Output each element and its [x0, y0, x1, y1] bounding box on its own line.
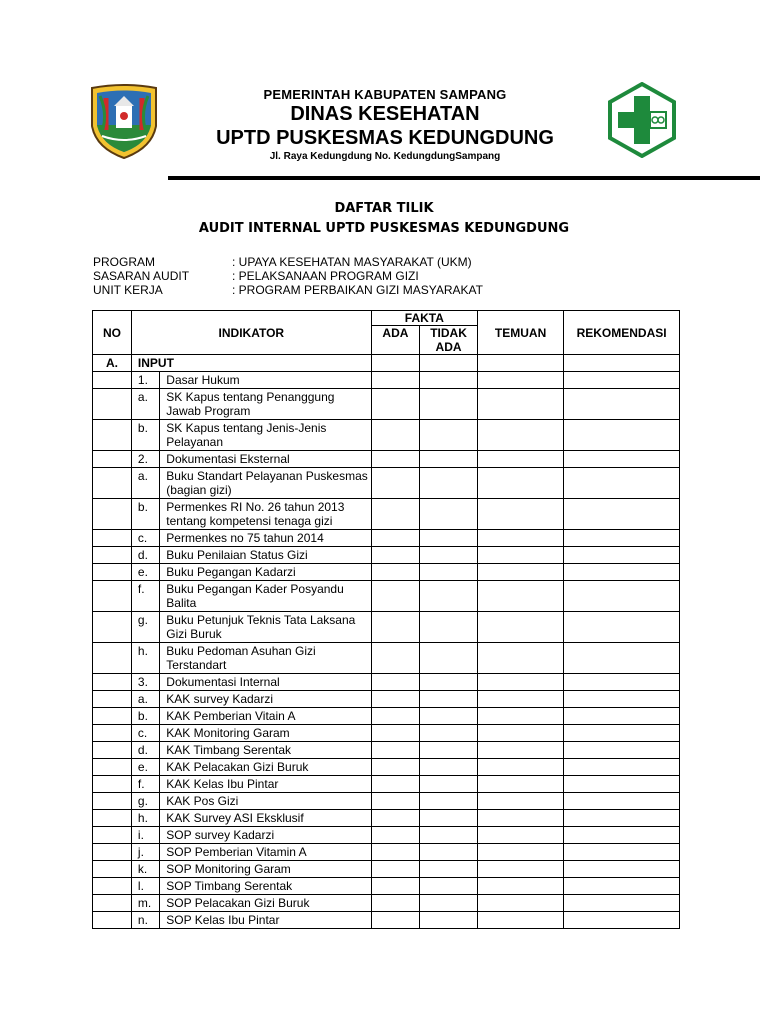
temuan-cell [477, 468, 563, 499]
fakta-tidak-ada-cell [420, 547, 478, 564]
checklist-table [92, 310, 680, 929]
info-label: SASARAN AUDIT [93, 269, 190, 283]
info-row-sasaran [93, 269, 483, 283]
rekomendasi-cell [564, 793, 680, 810]
group-label: Dokumentasi Eksternal [160, 451, 371, 468]
fakta-tidak-ada-cell [420, 895, 478, 912]
item-text: SOP Timbang Serentak [160, 878, 371, 895]
table-row [93, 793, 680, 810]
rekomendasi-cell [564, 810, 680, 827]
group-label: Dokumentasi Internal [160, 674, 371, 691]
table-row [93, 691, 680, 708]
fakta-tidak-ada-cell [420, 793, 478, 810]
fakta-ada-cell [371, 643, 419, 674]
table-row [93, 581, 680, 612]
temuan-cell [477, 742, 563, 759]
row-no-blank [93, 691, 132, 708]
fakta-tidak-ada-cell [420, 759, 478, 776]
item-no: j. [131, 844, 159, 861]
temuan-cell [477, 389, 563, 420]
row-no-blank [93, 844, 132, 861]
fakta-ada-cell [371, 547, 419, 564]
fakta-ada-cell [371, 389, 419, 420]
group-row [93, 451, 680, 468]
temuan-cell [477, 878, 563, 895]
rekomendasi-cell [564, 581, 680, 612]
item-text: SOP survey Kadarzi [160, 827, 371, 844]
fakta-ada-cell [371, 612, 419, 643]
fakta-ada-cell [371, 725, 419, 742]
row-no-blank [93, 912, 132, 929]
row-no-blank [93, 564, 132, 581]
item-no: g. [131, 793, 159, 810]
group-no-blank [93, 451, 132, 468]
fakta-ada-cell [371, 499, 419, 530]
temuan-cell [477, 691, 563, 708]
group-row [93, 674, 680, 691]
fakta-ada-cell [371, 844, 419, 861]
item-no: b. [131, 708, 159, 725]
rekomendasi-cell [564, 861, 680, 878]
item-text: KAK survey Kadarzi [160, 691, 371, 708]
info-value: : PROGRAM PERBAIKAN GIZI MASYARAKAT [232, 283, 483, 297]
header-fakta: FAKTA [371, 311, 477, 326]
item-text: Buku Petunjuk Teknis Tata Laksana Gizi Buruk [160, 612, 371, 643]
rekomendasi-cell [564, 895, 680, 912]
fakta-ada-cell [371, 691, 419, 708]
rekomendasi-cell [564, 827, 680, 844]
item-text: KAK Pemberian Vitain A [160, 708, 371, 725]
rekomendasi-cell [564, 725, 680, 742]
fakta-tidak-ada-cell [420, 389, 478, 420]
letterhead-institution: UPTD PUSKESMAS KEDUNGDUNG [216, 127, 554, 149]
row-no-blank [93, 499, 132, 530]
fakta-ada-cell [371, 674, 419, 691]
fakta-tidak-ada-cell [420, 643, 478, 674]
rekomendasi-cell [564, 612, 680, 643]
table-row [93, 742, 680, 759]
temuan-cell [477, 776, 563, 793]
item-text: Permenkes RI No. 26 tahun 2013 tentang kompetensi tenaga gizi [160, 499, 371, 530]
item-no: e. [131, 759, 159, 776]
rekomendasi-cell [564, 776, 680, 793]
fakta-tidak-ada-cell [420, 451, 478, 468]
fakta-ada-cell [371, 420, 419, 451]
table-row [93, 643, 680, 674]
item-text: KAK Kelas Ibu Pintar [160, 776, 371, 793]
item-text: KAK Survey ASI Eksklusif [160, 810, 371, 827]
fakta-tidak-ada-cell [420, 878, 478, 895]
puskesmas-green-cross-icon [606, 82, 678, 158]
fakta-tidak-ada-cell [420, 530, 478, 547]
letterhead-government: PEMERINTAH KABUPATEN SAMPANG [263, 87, 507, 102]
fakta-tidak-ada-cell [420, 776, 478, 793]
temuan-cell [477, 895, 563, 912]
table-row [93, 420, 680, 451]
row-no-blank [93, 389, 132, 420]
header-temuan: TEMUAN [477, 311, 563, 355]
fakta-tidak-ada-cell [420, 725, 478, 742]
fakta-tidak-ada-cell [420, 708, 478, 725]
item-text: SK Kapus tentang Penanggung Jawab Program [160, 389, 371, 420]
fakta-ada-cell [371, 895, 419, 912]
temuan-cell [477, 793, 563, 810]
row-no-blank [93, 793, 132, 810]
rekomendasi-cell [564, 759, 680, 776]
fakta-ada-cell [371, 861, 419, 878]
fakta-ada-cell [371, 912, 419, 929]
table-row [93, 389, 680, 420]
item-text: Permenkes no 75 tahun 2014 [160, 530, 371, 547]
item-text: KAK Pos Gizi [160, 793, 371, 810]
fakta-tidak-ada-cell [420, 468, 478, 499]
table-row [93, 547, 680, 564]
row-no-blank [93, 420, 132, 451]
fakta-ada-cell [371, 810, 419, 827]
item-no: a. [131, 691, 159, 708]
temuan-cell [477, 861, 563, 878]
header-ada: ADA [371, 326, 419, 355]
table-row [93, 776, 680, 793]
fakta-tidak-ada-cell [420, 742, 478, 759]
temuan-cell [477, 674, 563, 691]
rekomendasi-cell [564, 389, 680, 420]
item-text: SOP Monitoring Garam [160, 861, 371, 878]
row-no-blank [93, 810, 132, 827]
table-row [93, 612, 680, 643]
item-no: c. [131, 725, 159, 742]
table-row [93, 878, 680, 895]
info-row-program [93, 255, 483, 269]
rekomendasi-cell [564, 912, 680, 929]
group-no-blank [93, 372, 132, 389]
item-no: l. [131, 878, 159, 895]
item-no: h. [131, 643, 159, 674]
item-no: d. [131, 742, 159, 759]
row-no-blank [93, 759, 132, 776]
item-no: e. [131, 564, 159, 581]
fakta-ada-cell [371, 372, 419, 389]
info-label: UNIT KERJA [93, 283, 163, 297]
group-no: 3. [131, 674, 159, 691]
row-no-blank [93, 742, 132, 759]
row-no-blank [93, 861, 132, 878]
fakta-tidak-ada-cell [420, 827, 478, 844]
rekomendasi-cell [564, 547, 680, 564]
temuan-cell [477, 420, 563, 451]
rekomendasi-cell [564, 844, 680, 861]
fakta-ada-cell [371, 759, 419, 776]
fakta-tidak-ada-cell [420, 499, 478, 530]
row-no-blank [93, 725, 132, 742]
item-no: g. [131, 612, 159, 643]
item-text: KAK Timbang Serentak [160, 742, 371, 759]
temuan-cell [477, 530, 563, 547]
row-no-blank [93, 581, 132, 612]
item-no: f. [131, 776, 159, 793]
item-text: SK Kapus tentang Jenis-Jenis Pelayanan [160, 420, 371, 451]
row-no-blank [93, 468, 132, 499]
table-row [93, 844, 680, 861]
fakta-tidak-ada-cell [420, 564, 478, 581]
header-rekomendasi: REKOMENDASI [564, 311, 680, 355]
row-no-blank [93, 895, 132, 912]
rekomendasi-cell [564, 674, 680, 691]
item-no: b. [131, 499, 159, 530]
item-no: m. [131, 895, 159, 912]
temuan-cell [477, 547, 563, 564]
group-no-blank [93, 674, 132, 691]
fakta-ada-cell [371, 708, 419, 725]
info-value: : UPAYA KESEHATAN MASYARAKAT (UKM) [232, 255, 472, 269]
item-text: Buku Pegangan Kader Posyandu Balita [160, 581, 371, 612]
temuan-cell [477, 912, 563, 929]
table-row [93, 895, 680, 912]
table-row [93, 468, 680, 499]
item-no: c. [131, 530, 159, 547]
fakta-ada-cell [371, 451, 419, 468]
title-line1: DAFTAR TILIK [334, 201, 434, 216]
item-no: i. [131, 827, 159, 844]
item-text: Buku Standart Pelayanan Puskesmas (bagian gizi) [160, 468, 371, 499]
title-line2: AUDIT INTERNAL UPTD PUSKESMAS KEDUNGDUNG [198, 221, 570, 236]
letterhead-divider [168, 176, 760, 180]
fakta-tidak-ada-cell [420, 810, 478, 827]
document-title [0, 200, 768, 240]
rekomendasi-cell [564, 468, 680, 499]
table-row [93, 725, 680, 742]
item-no: b. [131, 420, 159, 451]
table-header [93, 311, 680, 355]
rekomendasi-cell [564, 372, 680, 389]
row-no-blank [93, 776, 132, 793]
table-row [93, 564, 680, 581]
rekomendasi-cell [564, 530, 680, 547]
fakta-ada-cell [371, 827, 419, 844]
item-no: h. [131, 810, 159, 827]
temuan-cell [477, 827, 563, 844]
fakta-tidak-ada-cell [420, 691, 478, 708]
fakta-ada-cell [371, 776, 419, 793]
table-row [93, 861, 680, 878]
fakta-tidak-ada-cell [420, 581, 478, 612]
temuan-cell [477, 708, 563, 725]
item-no: n. [131, 912, 159, 929]
group-no: 1. [131, 372, 159, 389]
fakta-tidak-ada-cell [420, 612, 478, 643]
row-no-blank [93, 643, 132, 674]
header-tidak-ada: TIDAK ADA [420, 326, 478, 355]
rekomendasi-cell [564, 451, 680, 468]
item-text: SOP Pelacakan Gizi Buruk [160, 895, 371, 912]
rekomendasi-cell [564, 643, 680, 674]
fakta-ada-cell [371, 530, 419, 547]
group-label: Dasar Hukum [160, 372, 371, 389]
item-text: KAK Pelacakan Gizi Buruk [160, 759, 371, 776]
table-row [93, 912, 680, 929]
section-no: A. [93, 355, 132, 372]
section-label: INPUT [131, 355, 371, 372]
row-no-blank [93, 612, 132, 643]
info-row-unit [93, 283, 483, 297]
fakta-tidak-ada-cell [420, 674, 478, 691]
section-row [93, 355, 680, 372]
rekomendasi-cell [564, 708, 680, 725]
table-row [93, 827, 680, 844]
fakta-ada-cell [371, 878, 419, 895]
rekomendasi-cell [564, 691, 680, 708]
rekomendasi-cell [564, 355, 680, 372]
item-text: Buku Penilaian Status Gizi [160, 547, 371, 564]
fakta-ada-cell [371, 564, 419, 581]
temuan-cell [477, 499, 563, 530]
table-row [93, 530, 680, 547]
fakta-tidak-ada-cell [420, 861, 478, 878]
temuan-cell [477, 643, 563, 674]
fakta-ada-cell [371, 793, 419, 810]
rekomendasi-cell [564, 564, 680, 581]
item-no: d. [131, 547, 159, 564]
info-value: : PELAKSANAAN PROGRAM GIZI [232, 269, 419, 283]
audit-info [93, 255, 483, 297]
item-text: SOP Pemberian Vitamin A [160, 844, 371, 861]
temuan-cell [477, 759, 563, 776]
table-row [93, 499, 680, 530]
rekomendasi-cell [564, 499, 680, 530]
row-no-blank [93, 878, 132, 895]
fakta-ada-cell [371, 742, 419, 759]
letterhead [170, 86, 600, 164]
table-row [93, 759, 680, 776]
fakta-tidak-ada-cell [420, 844, 478, 861]
fakta-tidak-ada-cell [420, 420, 478, 451]
temuan-cell [477, 581, 563, 612]
temuan-cell [477, 725, 563, 742]
temuan-cell [477, 564, 563, 581]
temuan-cell [477, 355, 563, 372]
rekomendasi-cell [564, 878, 680, 895]
temuan-cell [477, 612, 563, 643]
item-no: k. [131, 861, 159, 878]
item-text: SOP Kelas Ibu Pintar [160, 912, 371, 929]
row-no-blank [93, 530, 132, 547]
rekomendasi-cell [564, 742, 680, 759]
info-label: PROGRAM [93, 255, 156, 269]
rekomendasi-cell [564, 420, 680, 451]
table-body [93, 355, 680, 929]
item-text: Buku Pedoman Asuhan Gizi Terstandart [160, 643, 371, 674]
group-row [93, 372, 680, 389]
sampang-regency-crest-icon [86, 84, 162, 160]
fakta-ada-cell [371, 581, 419, 612]
letterhead-department: DINAS KESEHATAN [290, 103, 480, 125]
row-no-blank [93, 547, 132, 564]
fakta-ada-cell [371, 355, 419, 372]
row-no-blank [93, 708, 132, 725]
header-indikator: INDIKATOR [131, 311, 371, 355]
table-row [93, 708, 680, 725]
header-no: NO [93, 311, 132, 355]
row-no-blank [93, 827, 132, 844]
fakta-tidak-ada-cell [420, 912, 478, 929]
item-text: Buku Pegangan Kadarzi [160, 564, 371, 581]
temuan-cell [477, 844, 563, 861]
temuan-cell [477, 451, 563, 468]
fakta-tidak-ada-cell [420, 372, 478, 389]
item-no: f. [131, 581, 159, 612]
temuan-cell [477, 372, 563, 389]
fakta-tidak-ada-cell [420, 355, 478, 372]
table-row [93, 810, 680, 827]
temuan-cell [477, 810, 563, 827]
item-no: a. [131, 468, 159, 499]
item-text: KAK Monitoring Garam [160, 725, 371, 742]
letterhead-address: Jl. Raya Kedungdung No. KedungdungSampang [269, 151, 501, 162]
group-no: 2. [131, 451, 159, 468]
item-no: a. [131, 389, 159, 420]
fakta-ada-cell [371, 468, 419, 499]
